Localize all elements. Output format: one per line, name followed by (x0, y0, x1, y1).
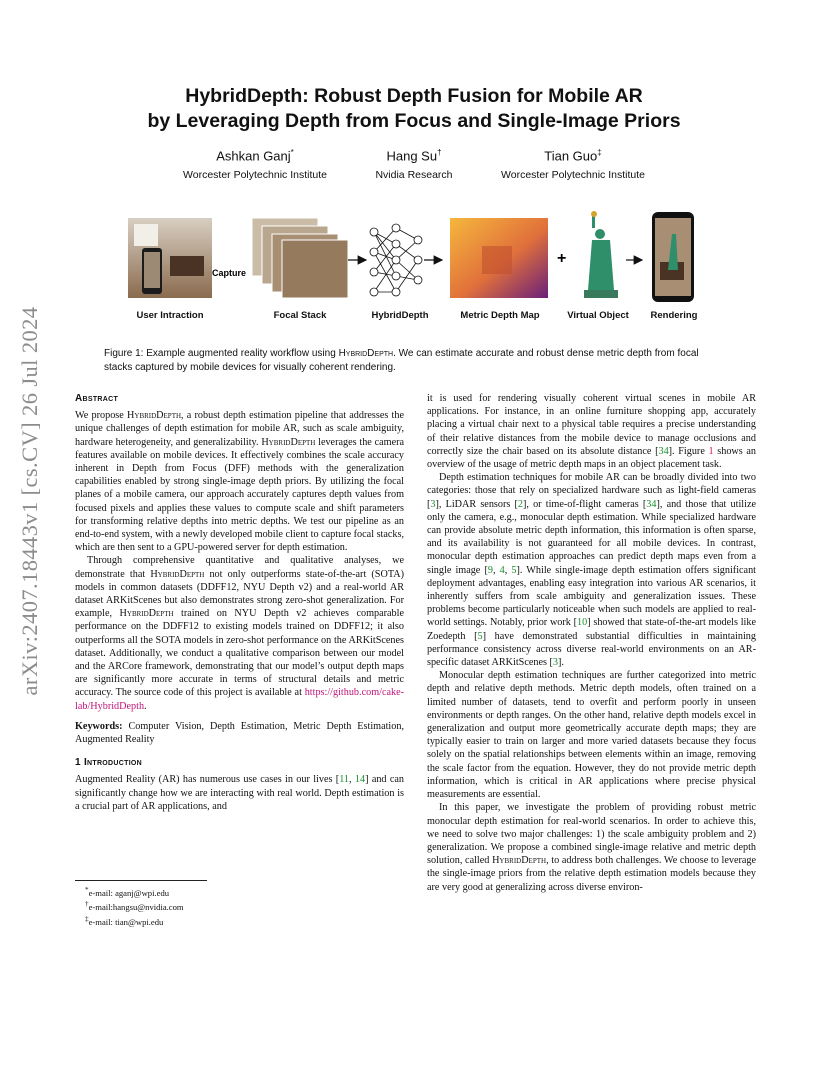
figure-1-caption (104, 347, 728, 374)
footnote-mark: ‡ (85, 914, 89, 923)
text: ] showed that state-of-the-art models like Zoedepth [ (427, 617, 756, 642)
footnote-text: e-mail: tian@wpi.edu (88, 916, 164, 927)
citation-link[interactable]: 3 (552, 657, 558, 669)
capture-label: Capture (212, 268, 247, 278)
label-hybriddepth: HybridDepth (371, 310, 429, 321)
text: In this paper, we investigate the problem of providing robust metric monocular depth estimation for real-world scenarios. In order to achieve this, we need to solve two major challenges: 1) the scale ambiguity problem and 2) generalization. We propose a combined single-image relative and metric depth solution, called (427, 802, 756, 867)
abstract-heading: Abstract (75, 393, 119, 404)
figure-1-diagram (120, 210, 710, 310)
citation-link[interactable]: 4 (499, 564, 505, 576)
right-column (427, 392, 756, 894)
text: ], or time-of-flight cameras [ (522, 498, 647, 510)
text: . (144, 700, 147, 712)
text: , (504, 564, 512, 576)
text: ]. (557, 657, 564, 669)
author-name: Ashkan Ganj (216, 148, 291, 164)
method-name: HybridDepth (119, 608, 174, 620)
method-name: HybridDepth (261, 436, 316, 448)
text: ] have demonstrated substantial difficulties in maintaining performance consistency across diverse real-world environments on an AR-specific dataset ARKitScenes [ (427, 630, 756, 669)
author-affiliation: Nvidia Research (375, 169, 453, 182)
text: Augmented Reality (AR) has numerous use cases in our lives [ (75, 774, 340, 786)
arxiv-identifier-text: arXiv:2407.18443v1 [cs.CV] 26 Jul 2024 (17, 306, 42, 696)
author-3 (488, 145, 658, 182)
method-name: HybridDepth (127, 410, 182, 422)
right-paragraph-4 (427, 801, 756, 893)
text: shows an overview of the usage of metric depth maps in an object placement task. (427, 445, 757, 471)
citation-link[interactable]: 5 (477, 630, 483, 642)
keywords-text: Computer Vision, Depth Estimation, Metric Depth Estimation, Augmented Reality (75, 720, 404, 746)
keywords-label: Keywords: (75, 720, 123, 732)
citation-link[interactable]: 11 (339, 774, 350, 786)
author-name: Tian Guo (544, 148, 598, 164)
footnote-text: e-mail:hangsu@nvidia.com (88, 902, 184, 913)
footnote-3 (75, 914, 405, 928)
left-column (75, 392, 404, 813)
text: ] and can significantly change how we are interacting with real world. Depth estimation is a crucial part of AR applications, and (75, 774, 404, 812)
figure-1 (120, 210, 710, 330)
method-name: HybridDepth (150, 568, 205, 580)
right-paragraph-2 (427, 471, 756, 669)
right-paragraph-3: Monocular depth estimation techniques are further categorized into metric depth and relative depth methods. Metric depth models, often trained on a limited number of datasets, tend to overfit and perform poorly in unseen environments or depth ranges. On the other hand, relative depth models excel in generalization and output more geometrically accurate depth maps; they are typically easier to train on larger and more varied datasets because they focus solely on the spatial relationships between elements within an image, removing the scale factor from the equation. However, they do not provide metric depth information, which is critical in AR applications where precise physical measurements are essential. (427, 670, 756, 801)
citation-link[interactable]: 14 (354, 774, 366, 786)
label-metric-depth-map: Metric Depth Map (460, 310, 540, 321)
caption-text: Figure 1: Example augmented reality workflow using (104, 348, 339, 359)
text: , (492, 564, 500, 576)
author-mark: ‡ (597, 148, 602, 157)
text: ], LiDAR sensors [ (435, 498, 518, 510)
user-interaction-image (128, 218, 212, 298)
introduction-paragraph (75, 773, 404, 813)
text: it is used for rendering visually coherent virtual scenes in mobile AR applications. For instance, in an online furniture shopping app, accurately placing a virtual chair next to a physical table requires a precise understanding of their relative distances from the mobile device to manage occlusions and correctly size the chair based on its absolute distance [ (427, 393, 756, 457)
citation-link[interactable]: 34 (658, 445, 669, 457)
label-user-interaction: User Intraction (136, 310, 204, 321)
citation-link[interactable]: 10 (577, 617, 588, 629)
right-paragraph-1 (427, 392, 756, 471)
footnote-rule (75, 880, 207, 881)
text: leverages the camera features available on mobile devices. It effectively combines the scale accuracy inherent in Depth from Focus (DFF) methods with the generalization capabilities enabled by strong single-image depth priors. By utilizing the focal planes of a mobile camera, our approach accurately captures depth values from focused pixels and applies these values to compute scale and shift parameters for transforming relative depths into metric depths. We test our pipeline as an end-to-end system, with a newly developed mobile client to capture focal stacks, which are then sent to a GPU-powered server for depth estimation. (75, 436, 405, 554)
citation-link[interactable]: 9 (487, 564, 493, 576)
text: , to address both challenges. We choose to leverage the single-image priors from the relative depth estimation models because they are very good at generalizing across diverse environ- (427, 855, 756, 893)
focal-stack-images (252, 218, 348, 298)
title-line-2: by Leveraging Depth from Focus and Single-Image Priors (147, 110, 681, 132)
introduction-heading: 1 Introduction (75, 757, 143, 769)
citation-link[interactable]: 5 (511, 564, 517, 576)
arxiv-identifier (4, 296, 56, 706)
text: not only outperforms state-of-the-art (SOTA) models in common datasets (DDFF12, NYU Depth v2) and a real-world AR dataset ARKitScenes but also demonstrates strong zero-shot generalization. For example, (75, 568, 404, 620)
text: We propose (75, 410, 128, 422)
author-affiliation: Worcester Polytechnic Institute (501, 169, 645, 182)
footnote-mark: * (85, 886, 89, 894)
text: , a robust depth estimation pipeline that addresses the unique challenges of depth estimation for mobile AR, such as scale ambiguity, hardware heterogeneity, and generalizability. (75, 410, 404, 448)
author-1 (170, 145, 340, 182)
method-name: HybridDepth (492, 855, 547, 867)
text: trained on NYU Depth v2 achieves comparable performance on the DDFF12 to existing models trained on DDFF12; it also outperforms all the SOTA models in zero-shot performance on the ARKitScenes dataset. Additionally, we conduct a qualitative comparison between our model and the ARCore framework, demonstrating that our model’s output depth maps are significantly more accurate in terms of structural details and metric accuracy. The source code of this project is available at (75, 608, 404, 699)
footnote-text: e-mail: aganj@wpi.edu (88, 887, 170, 898)
abstract-paragraph-2 (75, 554, 404, 712)
text: ]. Figure (668, 445, 709, 457)
footnotes (75, 880, 405, 928)
text: Depth estimation techniques for mobile AR can be broadly divided into two categories: those that rely on specialized hardware such as light-field cameras [ (427, 472, 756, 510)
network-icon (370, 224, 422, 296)
text: ]. While single-image depth estimation offers significant deployment advantages, enabling easy integration into various AR scenarios, it inherently suffers from scale ambiguity and generalization issues. These problems become particularly noticeable when such models are applied to real-world settings. Notably, prior work [ (427, 564, 757, 629)
text: , (349, 774, 355, 786)
label-virtual-object: Virtual Object (567, 310, 629, 321)
plus-sign: + (557, 250, 567, 267)
label-focal-stack: Focal Stack (273, 310, 327, 321)
label-rendering: Rendering (650, 310, 698, 321)
caption-text: . We can estimate accurate and robust dense metric depth from focal stacks captured by mobile devices for visually coherent rendering. (104, 348, 699, 373)
source-code-link[interactable]: https://github.com/cake-lab/HybridDepth (75, 687, 404, 712)
rendering-phone-image (652, 212, 694, 302)
author-2 (354, 145, 474, 182)
footnote-2 (75, 899, 405, 913)
figure-reference-link[interactable]: 1 (708, 445, 714, 457)
citation-link[interactable]: 2 (517, 498, 523, 510)
paper-title (100, 84, 728, 134)
depth-map-object (482, 246, 512, 274)
author-affiliation: Worcester Polytechnic Institute (183, 169, 327, 182)
citation-link[interactable]: 34 (646, 498, 657, 510)
author-mark: * (290, 148, 294, 157)
author-mark: † (437, 148, 442, 157)
keywords (75, 720, 404, 746)
footnote-mark: † (85, 900, 89, 909)
text: ], and those that utilize only the camera, e.g., monocular depth estimation. While specialized hardware can provide absolute metric depth information, this information is often sparse, and its availability is not guaranteed for all mobile devices. In contrast, monocular depth estimation approaches can predict depth maps even from a single image [ (427, 498, 757, 576)
title-line-1: HybridDepth: Robust Depth Fusion for Mobile AR (185, 85, 643, 107)
footnote-1 (75, 885, 405, 899)
text: Through comprehensive quantitative and qualitative analyses, we demonstrate that (75, 555, 404, 580)
abstract-paragraph-1 (75, 409, 404, 554)
caption-method-name: HybridDepth (338, 348, 394, 359)
statue-of-liberty-icon (584, 211, 618, 298)
author-name: Hang Su (386, 148, 438, 164)
citation-link[interactable]: 3 (430, 498, 436, 510)
